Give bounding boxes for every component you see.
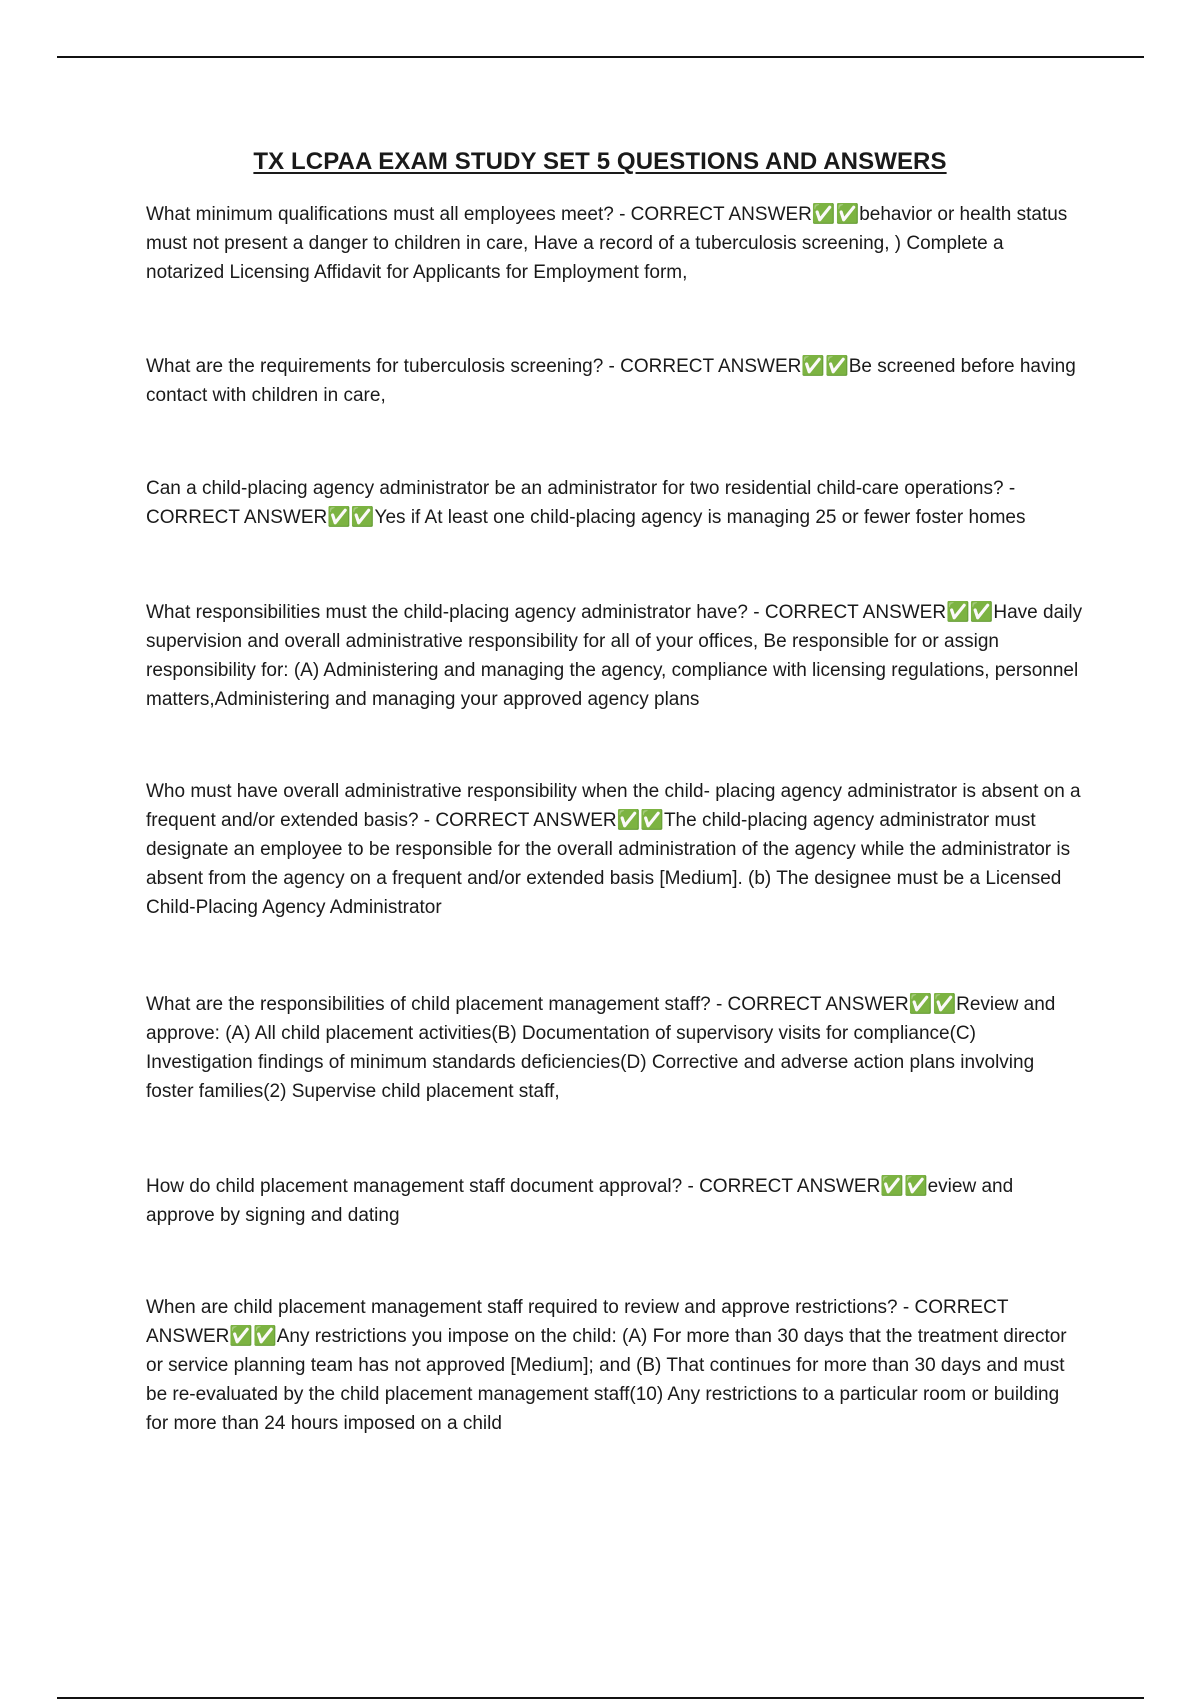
qa-item: Who must have overall administrative responsibility when the child- placing agency administrator is absent on a frequent and/or extended basis? - CORRECT ANSWER✅✅The child-placing agency administrator must designate an employee to be responsible for the overall administration of the agency while the administrator is absent from the agency on a frequent and/or extended basis [Medium]. (b) The designee must be a Licensed Child-Placing Agency Administrator bbox=[146, 781, 1081, 918]
document-title: TX LCPAA EXAM STUDY SET 5 QUESTIONS AND ANSWERS bbox=[253, 148, 947, 175]
bottom-rule bbox=[57, 1697, 1144, 1699]
qa-item: What are the responsibilities of child placement management staff? - CORRECT ANSWER✅✅Review and approve: (A) All child placement activities(B) Documentation of supervisory visits for compliance(C) Investigation findings of minimum standards deficiencies(D) Corrective and adverse action plans involving foster families(2) Supervise child placement staff, bbox=[146, 994, 1056, 1102]
qa-item: What responsibilities must the child-placing agency administrator have? - CORRECT ANSWER✅✅Have daily supervision and overall administrative responsibility for all of your offices, Be responsible for or assign responsibility for: (A) Administering and managing the agency, compliance with licensing regulations, personnel matters,Administering and managing your approved agency plans bbox=[146, 602, 1083, 710]
qa-item: What minimum qualifications must all employees meet? - CORRECT ANSWER✅✅behavior or health status must not present a danger to children in care, Have a record of a tuberculosis screening, ) Complete a notarized Licensing Affidavit for Applicants for Employment form, bbox=[146, 204, 1068, 283]
qa-item: What are the requirements for tuberculosis screening? - CORRECT ANSWER✅✅Be screened before having contact with children in care, bbox=[146, 356, 1076, 406]
qa-item: When are child placement management staff required to review and approve restrictions? - CORRECT ANSWER✅✅Any restrictions you impose on the child: (A) For more than 30 days that the treatment director or service planning team has not approved [Medium]; and (B) That continues for more than 30 days and must be re-evaluated by the child placement management staff(10) Any restrictions to a particular room or building for more than 24 hours imposed on a child bbox=[146, 1297, 1067, 1434]
top-rule bbox=[57, 56, 1144, 58]
qa-item: Can a child-placing agency administrator be an administrator for two residential child-care operations? - CORRECT ANSWER✅✅Yes if At least one child-placing agency is managing 25 or fewer foster homes bbox=[146, 478, 1026, 528]
qa-item: How do child placement management staff document approval? - CORRECT ANSWER✅✅eview and approve by signing and dating bbox=[146, 1176, 1014, 1226]
